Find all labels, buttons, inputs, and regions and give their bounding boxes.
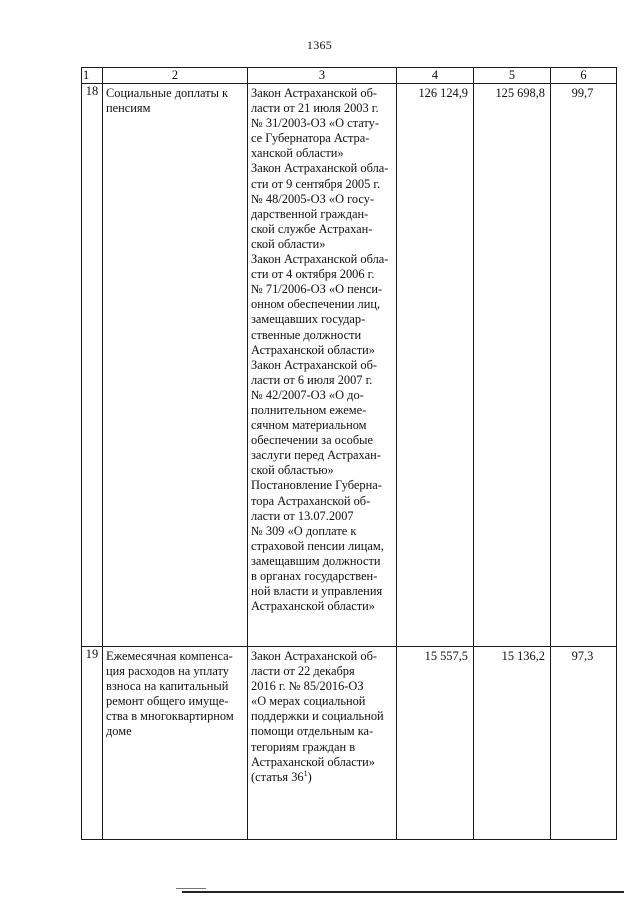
row-name: Ежемесячная компенса- ция расходов на уплату взноса на капитальный ремонт общего имуще- ства в многоквартирном доме (103, 647, 248, 840)
table-header-row (82, 68, 617, 84)
data-table (81, 67, 617, 840)
table-row (82, 84, 617, 647)
row-legal-basis-text: Закон Астраханской об- ласти от 22 декабря 2016 г. № 85/2016-ОЗ «О мерах социальной поддержки и социальной помощи отдельным ка- тегориям граждан в Астраханской области» (статья 36 (251, 649, 384, 784)
article-superscript: 1 (303, 768, 308, 778)
row-name: Социальные доплаты к пенсиям (103, 84, 248, 647)
row-col4-value: 126 124,9 (397, 84, 474, 647)
row-col5-value: 125 698,8 (474, 84, 551, 647)
header-col-2: 2 (103, 68, 248, 84)
header-col-4: 4 (397, 68, 474, 84)
header-col-3: 3 (248, 68, 397, 84)
row-col5-value: 15 136,2 (474, 647, 551, 840)
header-col-5: 5 (474, 68, 551, 84)
row-col6-value: 99,7 (551, 84, 617, 647)
page-number: 1365 (306, 38, 333, 52)
row-number: 18 (82, 84, 103, 647)
row-legal-basis-tail: ) (307, 769, 312, 784)
row-col6-value: 97,3 (551, 647, 617, 840)
row-legal-basis: Закон Астраханской об- ласти от 21 июля 2003 г. № 31/2003-ОЗ «О стату- се Губернатора Астра- ханской области» Закон Астраханской обла- сти от 9 сентября 2005 г. № 48/2005-ОЗ «О госу- дарственной граждан- ской службе Астрахан- ской области» Закон Астраханской обла- сти от 4 октября 2006 г. № 71/2006-ОЗ «О пенси- онном обеспечении лиц, замещавших государ- ственные должности Астраханской области» Закон Астраханской об- ласти от 6 июля 2007 г. № 42/2007-ОЗ «О до- полнительном ежеме- сячном материальном обеспечении за особые заслуги перед Астрахан- ской областью» Постановление Губерна- тора Астраханской об- ласти от 13.07.2007 № 309 «О доплате к страховой пенсии лицам, замещавшим должности в органах государствен- ной власти и управления Астраханской области» (248, 84, 397, 647)
table-row (82, 647, 617, 840)
row-number: 19 (82, 647, 103, 840)
row-col4-value: 15 557,5 (397, 647, 474, 840)
header-col-1: 1 (82, 68, 103, 84)
header-col-6: 6 (551, 68, 617, 84)
scan-artifact-line (176, 888, 206, 889)
row-legal-basis (248, 647, 397, 840)
bottom-rule (182, 891, 624, 893)
